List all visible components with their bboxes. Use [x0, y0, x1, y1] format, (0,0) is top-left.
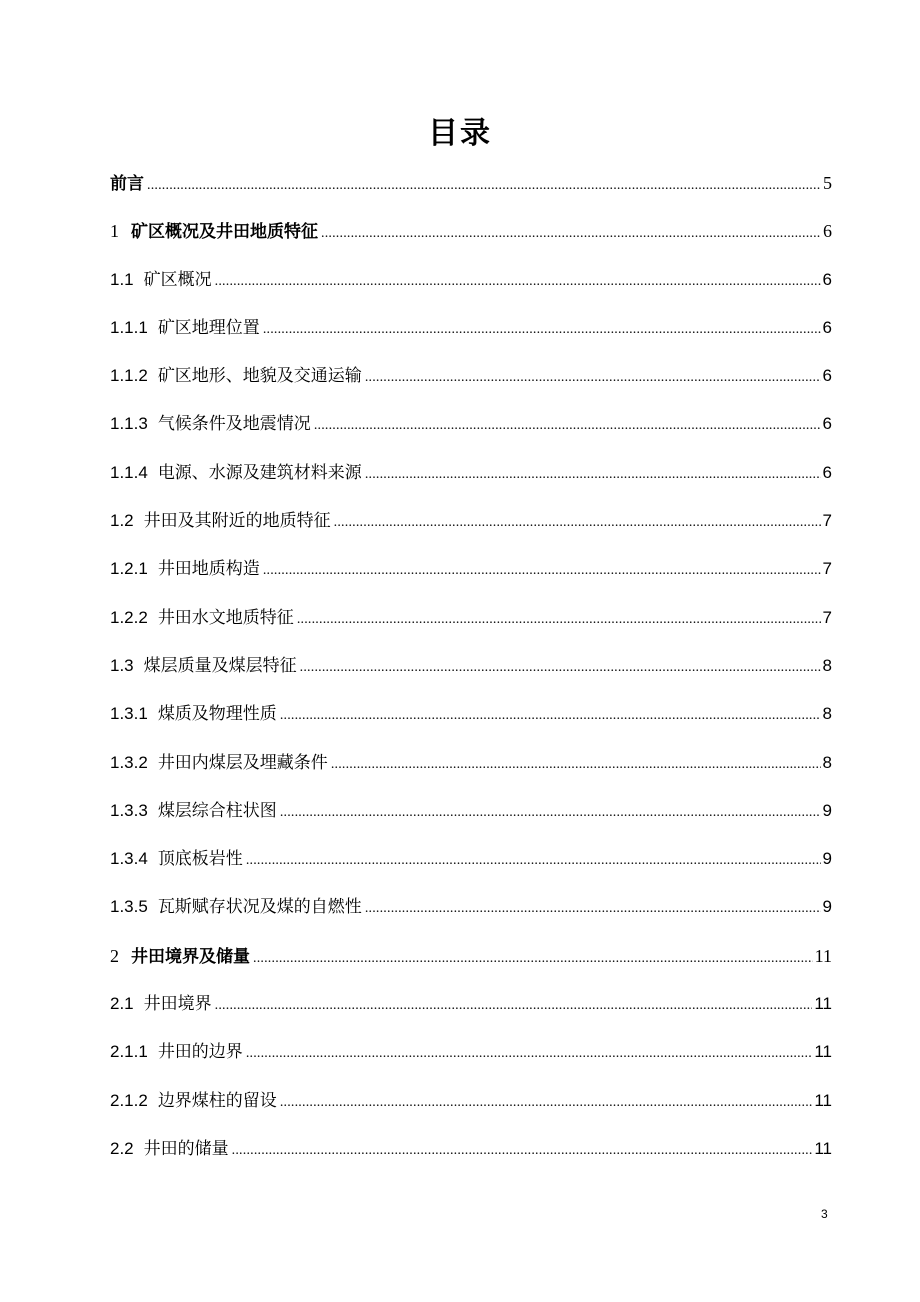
toc-entry-label: 井田内煤层及埋藏条件: [157, 752, 328, 773]
page-number: 3: [821, 1207, 828, 1221]
toc-entry-number: 1.2.2: [110, 607, 148, 627]
toc-dot-leader: [297, 605, 821, 635]
toc-dot-leader: [331, 750, 821, 780]
toc-entry[interactable]: [110, 989, 832, 1037]
toc-dot-leader: [263, 315, 821, 345]
toc-entry[interactable]: [110, 603, 832, 651]
toc-entry[interactable]: [110, 458, 832, 506]
toc-entry-page: 11: [814, 994, 832, 1014]
toc-entry-page: 6: [822, 414, 832, 434]
toc-dot-leader: [280, 1088, 813, 1118]
toc-entry-page: 9: [822, 897, 832, 917]
toc-entry[interactable]: [110, 554, 832, 602]
toc-entry-label: 井田地质构造: [157, 559, 260, 580]
toc-dot-leader: [314, 411, 821, 441]
toc-entry-label: 瓦斯赋存状况及煤的自燃性: [157, 897, 362, 918]
toc-entry-number: 1.1: [110, 269, 134, 289]
toc-entry-page: 11: [814, 945, 832, 966]
toc-entry-label: 井田境界及储量: [131, 946, 250, 967]
toc-entry-number: 1.3.1: [110, 704, 148, 724]
toc-dot-leader: [215, 991, 813, 1021]
toc-dot-leader: [280, 798, 821, 828]
toc-dot-leader: [215, 267, 821, 297]
toc-entry-page: 9: [822, 849, 832, 869]
toc-entry[interactable]: [110, 748, 832, 796]
toc-entry[interactable]: [110, 1134, 832, 1182]
toc-entry-page: 11: [814, 1138, 832, 1158]
toc-entry-label: 矿区概况: [143, 269, 212, 290]
toc-entry-number: 1.1.3: [110, 414, 148, 434]
toc-entry[interactable]: [110, 651, 832, 699]
toc-entry-number: 2.2: [110, 1138, 134, 1158]
toc-entry-label: 煤质及物理性质: [157, 704, 277, 725]
toc-entry-label: 井田的边界: [157, 1042, 243, 1063]
toc-entry-label: 煤层质量及煤层特征: [143, 655, 297, 676]
toc-entry-number: 1.3.5: [110, 897, 148, 917]
toc-entry-page: 7: [822, 607, 832, 627]
toc-dot-leader: [280, 701, 821, 731]
toc-entry-page: 11: [814, 1042, 832, 1062]
toc-entry-label: 煤层综合柱状图: [157, 800, 277, 821]
toc-entry-page: 5: [823, 173, 832, 193]
toc-entry-page: 6: [822, 462, 832, 482]
toc-entry-number: 1.2.1: [110, 559, 148, 579]
toc-entry[interactable]: [110, 313, 832, 361]
toc-dot-leader: [147, 171, 821, 201]
toc-dot-leader: [263, 556, 821, 586]
toc-entry-label: 井田及其附近的地质特征: [143, 511, 331, 532]
toc-entry-page: 6: [822, 269, 832, 289]
toc-entry-number: 1.1.1: [110, 317, 148, 337]
toc-entry-label: 井田水文地质特征: [157, 607, 294, 628]
toc-entry-number: 1.1.4: [110, 462, 148, 482]
toc-entry-label: 气候条件及地震情况: [157, 414, 311, 435]
toc-entry-label: 电源、水源及建筑材料来源: [157, 462, 362, 483]
toc-entry-number: 2: [110, 945, 119, 966]
toc-entry-number: 2.1: [110, 994, 134, 1014]
toc-dot-leader: [246, 846, 821, 876]
toc-entry[interactable]: [110, 506, 832, 554]
toc-entry[interactable]: [110, 409, 832, 457]
toc-entry-page: 9: [822, 800, 832, 820]
toc-entry-number: 1.3.2: [110, 752, 148, 772]
toc-entry-label: 井田的储量: [143, 1138, 229, 1159]
toc-entry[interactable]: [110, 265, 832, 313]
page-title: 目录: [428, 116, 492, 151]
table-of-contents: [110, 168, 832, 1182]
toc-entry-page: 8: [822, 655, 832, 675]
toc-entry-page: 8: [822, 704, 832, 724]
toc-entry[interactable]: [110, 361, 832, 409]
toc-entry-label: 边界煤柱的留设: [157, 1090, 277, 1111]
toc-dot-leader: [365, 363, 821, 393]
toc-entry-page: 7: [822, 511, 832, 531]
toc-entry[interactable]: [110, 699, 832, 747]
toc-entry[interactable]: [110, 1086, 832, 1134]
toc-entry-page: 11: [814, 1090, 832, 1110]
toc-dot-leader: [365, 460, 821, 490]
toc-entry[interactable]: [110, 844, 832, 892]
toc-entry-number: 1.1.2: [110, 366, 148, 386]
toc-entry-page: 8: [822, 752, 832, 772]
toc-entry-page: 6: [822, 317, 832, 337]
toc-dot-leader: [334, 508, 821, 538]
toc-entry-label: 矿区地形、地貌及交通运输: [157, 366, 362, 387]
toc-entry-number: 1.3.3: [110, 800, 148, 820]
toc-entry-number: 2.1.2: [110, 1090, 148, 1110]
toc-entry-label: 井田境界: [143, 994, 212, 1015]
toc-entry-label: 前言: [110, 174, 144, 194]
toc-entry[interactable]: [110, 892, 832, 940]
toc-entry[interactable]: [110, 796, 832, 844]
toc-entry-label: 顶底板岩性: [157, 849, 243, 870]
toc-entry-label: 矿区概况及井田地质特征: [131, 222, 318, 243]
toc-dot-leader: [246, 1039, 813, 1069]
toc-entry-page: 6: [822, 366, 832, 386]
toc-entry-number: 1.2: [110, 511, 134, 531]
toc-entry[interactable]: [110, 1037, 832, 1085]
toc-entry-number: 1.3: [110, 655, 134, 675]
toc-entry-number: 1.3.4: [110, 849, 148, 869]
toc-entry-number: 2.1.1: [110, 1042, 148, 1062]
toc-dot-leader: [232, 1136, 813, 1166]
toc-entry-page: 6: [823, 221, 832, 242]
toc-entry[interactable]: [110, 168, 832, 216]
toc-dot-leader: [321, 219, 821, 249]
toc-entry[interactable]: [110, 216, 832, 264]
toc-dot-leader: [300, 653, 821, 683]
toc-entry-label: 矿区地理位置: [157, 317, 260, 338]
toc-entry-number: 1: [110, 221, 119, 242]
toc-entry-page: 7: [822, 559, 832, 579]
toc-dot-leader: [365, 894, 821, 924]
toc-dot-leader: [253, 944, 813, 974]
toc-entry[interactable]: [110, 941, 832, 989]
